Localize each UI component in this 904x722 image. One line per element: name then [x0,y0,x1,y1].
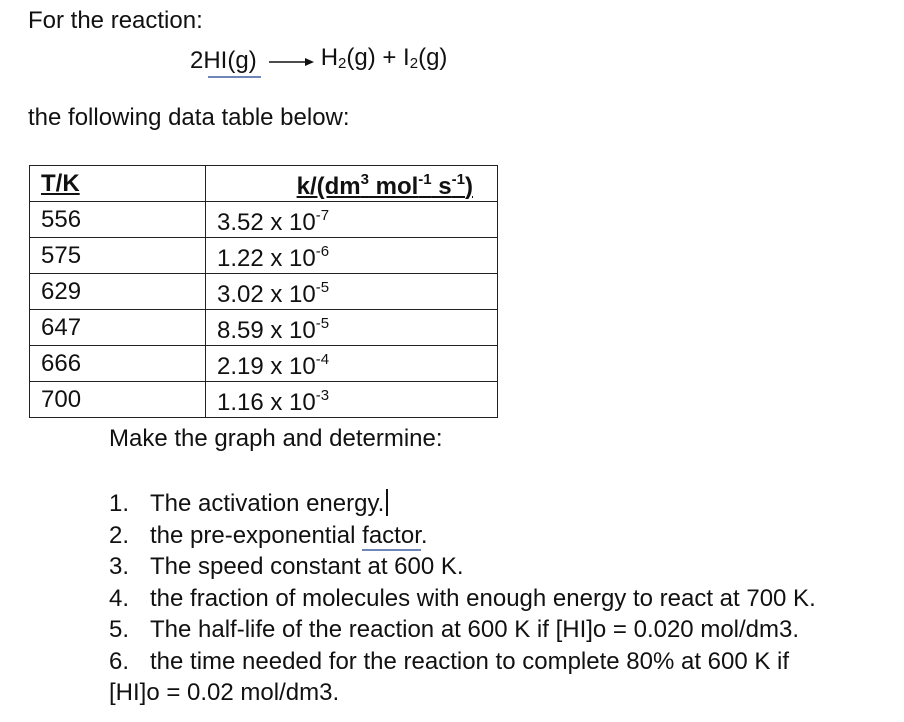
temperature-cell: 647 [30,310,206,346]
task-item-4 [109,583,899,615]
rate-constant-cell: 3.52 x $10^{-7}$ [206,202,498,238]
table-intro-text: the following data table below: [28,104,350,131]
task-text: The activation energy. [150,488,388,520]
task-number: 3. [109,553,130,580]
temperature-cell: 575 [30,238,206,274]
products: $H_2(g) + I_2(g)$ [320,44,448,72]
task-text: The half-life of the reaction at 600 K if [HI]o = 0.020 mol/dm3. [150,616,800,643]
rate-constant-cell: 8.59 x $10^{-5}$ [206,310,498,346]
task-number: 5. [109,616,130,643]
task-item-2 [109,520,899,552]
task-number: 6. [109,647,130,675]
table-row [30,310,498,346]
task-text: the fraction of molecules with enough energy to react at 700 K. [150,584,816,612]
task-list [109,488,899,709]
table-body [30,202,498,418]
reaction-arrow-icon [267,47,315,75]
task-item-5 [109,614,899,646]
temperature-cell: 700 [30,382,206,418]
task-text: the pre-exponential factor. [150,521,428,549]
temperature-cell: 666 [30,346,206,382]
table-row [30,202,498,238]
task-number: 4. [109,584,130,612]
rate-constant-cell: 2.19 x $10^{-4}$ [206,346,498,382]
table-row [30,274,498,310]
header-temperature: T/K [30,166,206,202]
spellcheck-underlined-word: factor [362,521,421,549]
task-item-1 [109,488,899,520]
intro-text: For the reaction: [28,7,203,34]
rate-constant-cell: 3.02 x $10^{-5}$ [206,274,498,310]
table-row [30,238,498,274]
reaction-equation [190,44,447,78]
rate-constant-cell: 1.22 x $10^{-6}$ [206,238,498,274]
table-header-row [30,166,498,202]
header-rate-constant: $k/(dm^3$ mol$^{-1}$ $s^{-1}$) [206,166,498,202]
task-item-6 [109,646,899,678]
task-item-3 [109,551,899,583]
prompt-text: Make the graph and determine: [109,425,443,452]
table-row [30,346,498,382]
reactant: 2HI(g) [190,47,257,74]
task-number: 2. [109,521,130,549]
rate-constant-cell: 1.16 x $10^{-3}$ [206,382,498,418]
task-text: the time needed for the reaction to complete 80% at 600 K if [150,647,790,675]
task-number: 1. [109,490,130,517]
temperature-cell: 629 [30,274,206,310]
task-item-6-continuation: [HI]o = 0.02 mol/dm3. [109,679,340,706]
rate-constant-table [29,165,498,418]
text-cursor [386,489,388,516]
task-text: The speed constant at 600 K. [150,553,464,580]
temperature-cell: 556 [30,202,206,238]
table-row [30,382,498,418]
